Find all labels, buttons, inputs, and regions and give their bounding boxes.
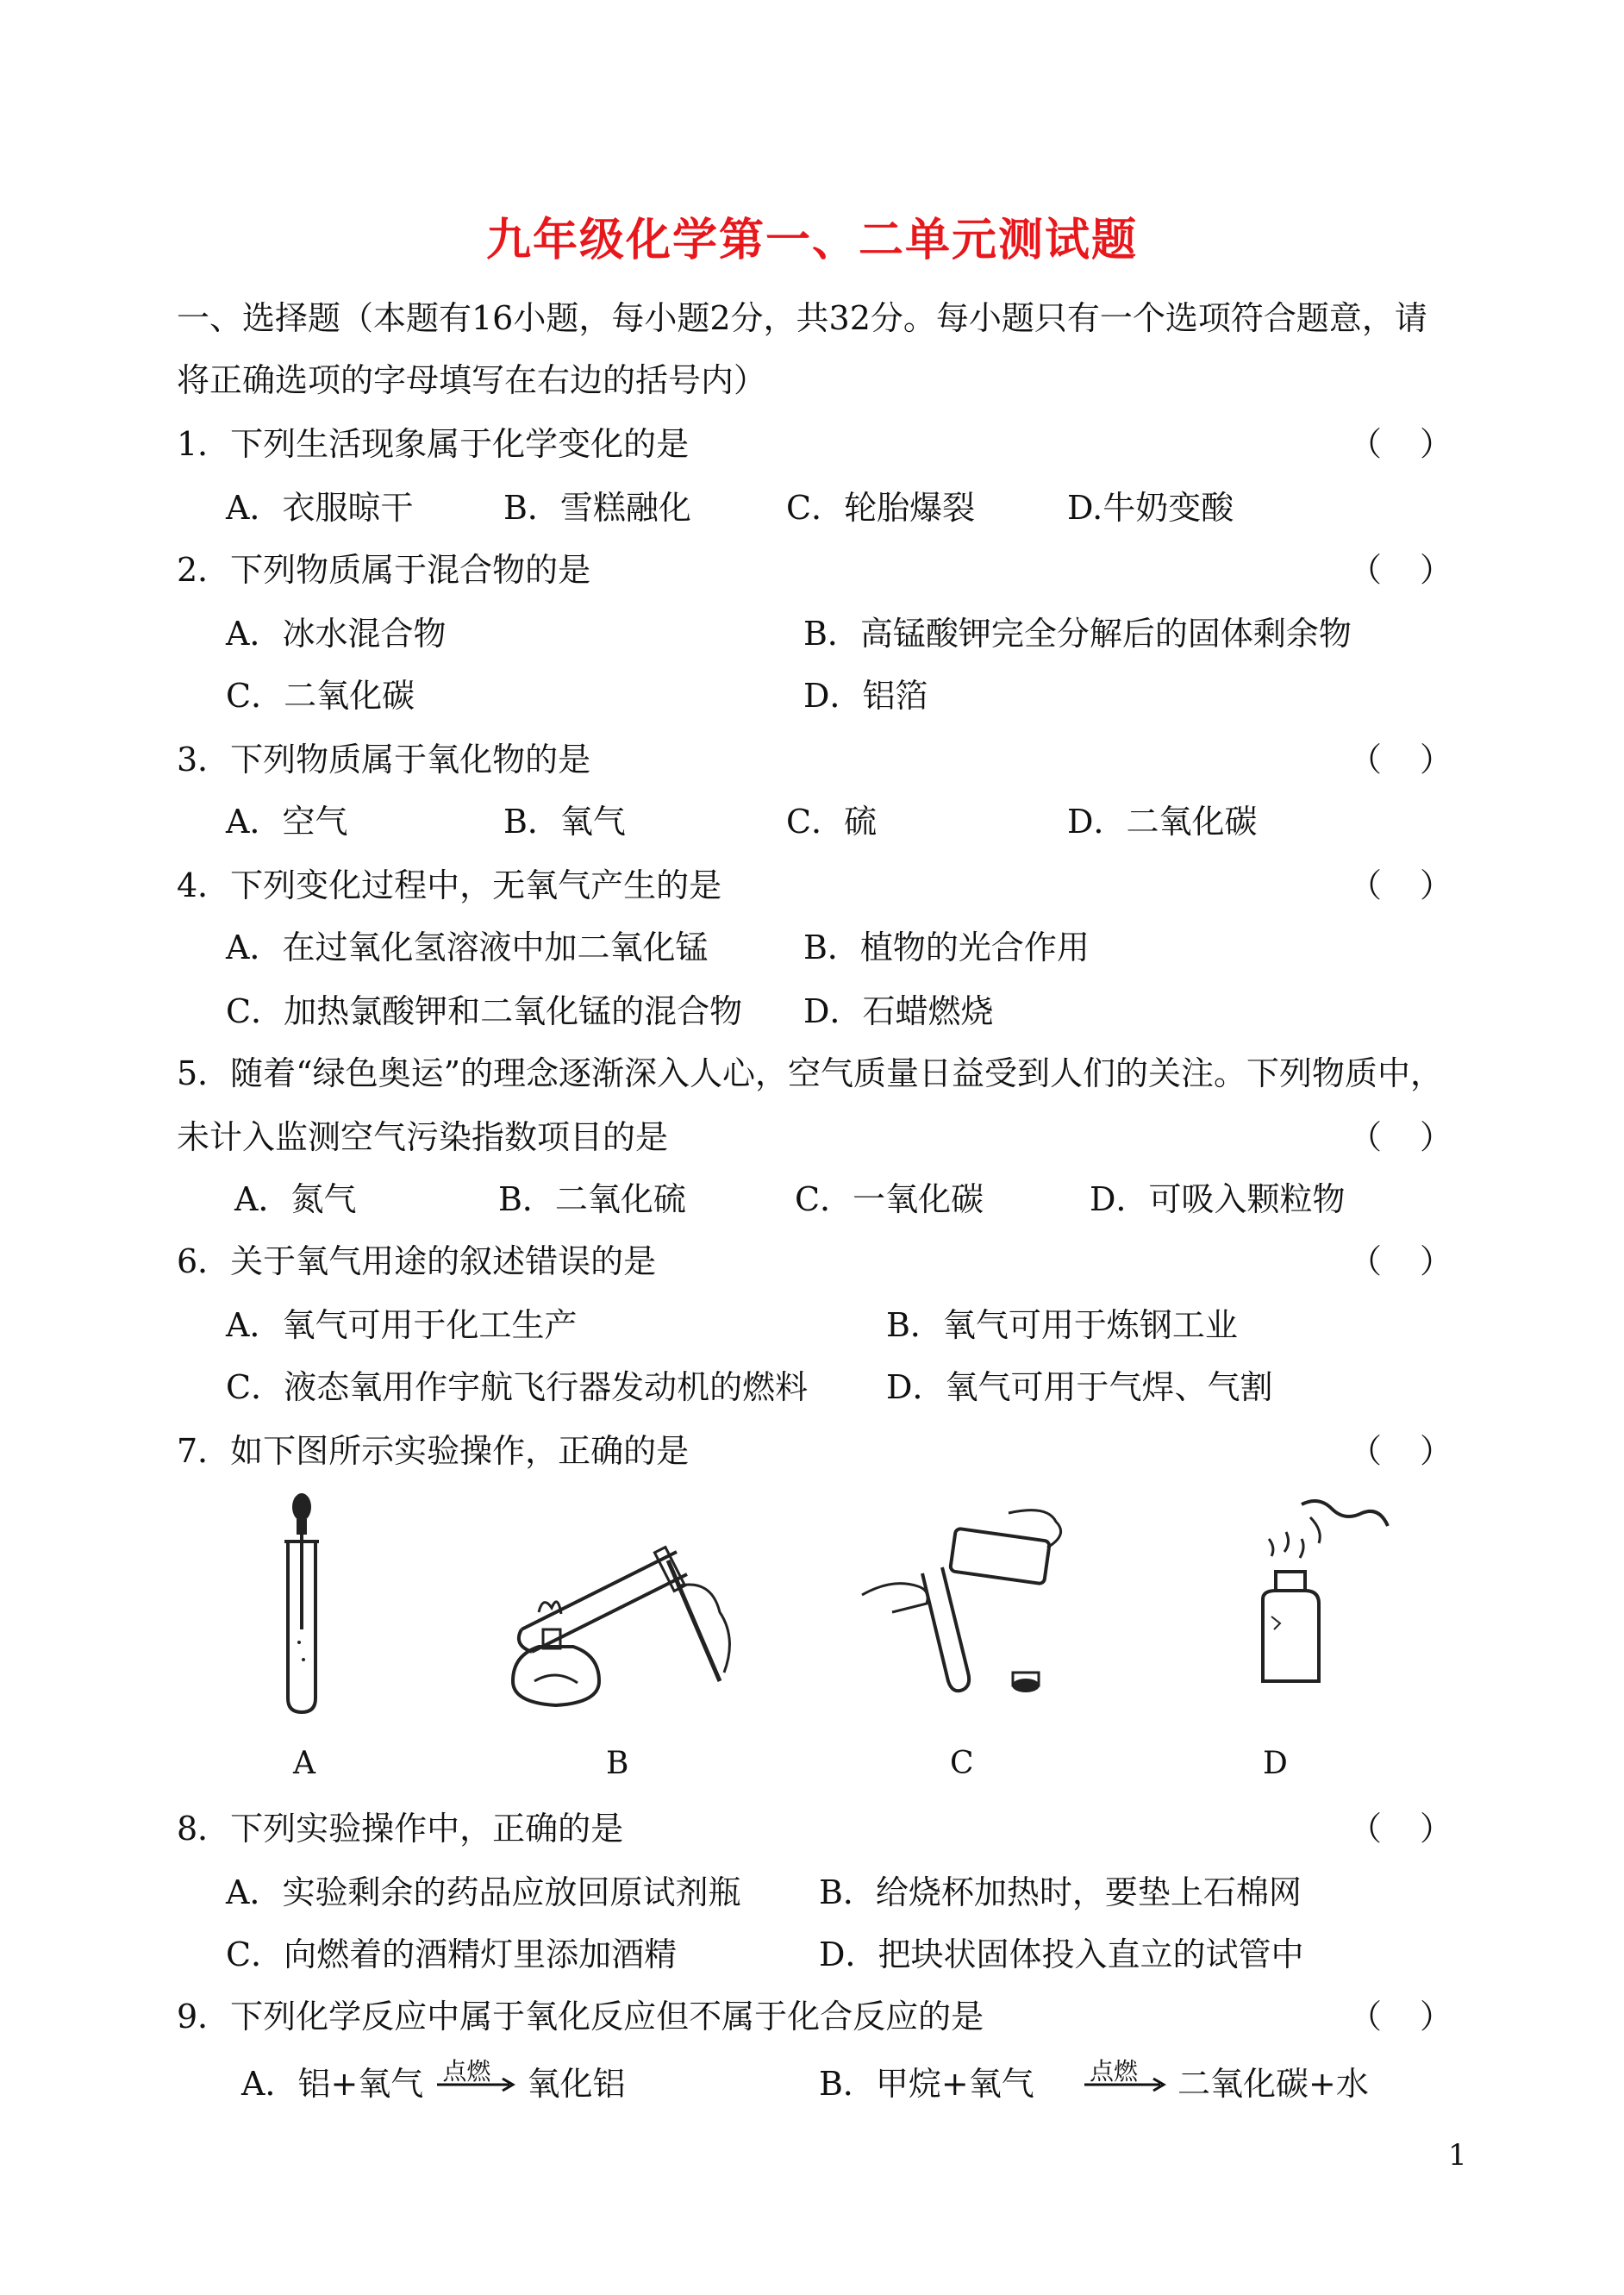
q3-option-c: C．硫 (786, 803, 878, 841)
answer-blank-6[interactable]: （ ） (1349, 1242, 1452, 1280)
page-number: 1 (1448, 2138, 1467, 2173)
answer-blank-9[interactable]: （ ） (1349, 1998, 1452, 2035)
q5-option-d: D．可吸入颗粒物 (1090, 1180, 1346, 1218)
q8-option-a: A．实验剩余的药品应放回原试剂瓶 (226, 1873, 741, 1911)
question-6-stem: 6．关于氧气用途的叙述错误的是 (177, 1242, 657, 1280)
q2-option-d: D．铝箔 (803, 677, 928, 715)
q3-option-a: A．空气 (226, 803, 348, 841)
q6-option-a: A．氧气可用于化工生产 (226, 1306, 578, 1344)
q2-option-a: A．冰水混合物 (226, 615, 447, 653)
q5-option-c: C．一氧化碳 (795, 1180, 984, 1218)
figure-b-heating-tube (504, 1500, 746, 1716)
question-5-stem-line2: 未计入监测空气污染指数项目的是 (177, 1118, 669, 1156)
q1-option-b: B．雪糕融化 (503, 489, 691, 527)
q2-option-c: C．二氧化碳 (226, 677, 415, 715)
section-heading-line2: 将正确选项的字母填写在右边的括号内） (177, 361, 767, 399)
figure-label-b: B (606, 1746, 629, 1781)
q9-option-a (241, 2057, 626, 2105)
q4-option-b: B．植物的光合作用 (803, 929, 1090, 966)
question-4-stem: 4．下列变化过程中，无氧气产生的是 (177, 866, 722, 904)
figure-label-a: A (293, 1746, 315, 1781)
q1-option-c: C．轮胎爆裂 (786, 489, 976, 527)
q8-option-c: C．向燃着的酒精灯里添加酒精 (226, 1935, 678, 1973)
q9-option-a-reactants: A．铝+氧气 (241, 2065, 424, 2103)
answer-blank-7[interactable]: （ ） (1349, 1432, 1452, 1470)
section-heading-line1: 一、选择题（本题有16小题，每小题2分，共32分。每小题只有一个选项符合题意，请 (177, 299, 1427, 337)
q9-option-b-reactants: B．甲烷+氧气 (819, 2065, 1034, 2103)
answer-blank-1[interactable]: （ ） (1349, 425, 1452, 463)
q6-option-d: D．氧气可用于气焊、气割 (886, 1368, 1273, 1406)
q4-option-a: A．在过氧化氢溶液中加二氧化锰 (226, 929, 709, 966)
figure-label-d: D (1263, 1746, 1288, 1781)
reaction-arrow-icon (1081, 2057, 1167, 2105)
q9-option-a-product: 氧化铝 (527, 2065, 626, 2103)
q4-option-d: D．石蜡燃烧 (803, 992, 994, 1030)
answer-blank-2[interactable]: （ ） (1349, 551, 1452, 589)
answer-blank-5[interactable]: （ ） (1349, 1118, 1452, 1156)
answer-blank-8[interactable]: （ ） (1349, 1810, 1452, 1848)
figure-a-dropper-in-tube (276, 1491, 328, 1716)
answer-blank-3[interactable]: （ ） (1349, 741, 1452, 779)
question-7-stem: 7．如下图所示实验操作，正确的是 (177, 1432, 690, 1470)
q3-option-d: D．二氧化碳 (1067, 803, 1258, 841)
q2-option-b: B．高锰酸钾完全分解后的固体剩余物 (803, 615, 1352, 653)
question-9-stem: 9．下列化学反应中属于氧化反应但不属于化合反应的是 (177, 1998, 984, 2035)
question-3-stem: 3．下列物质属于氧化物的是 (177, 741, 591, 779)
q5-option-b: B．二氧化硫 (498, 1180, 686, 1218)
figure-c-pouring-liquid (858, 1500, 1082, 1707)
question-1-stem: 1．下列生活现象属于化学变化的是 (177, 425, 690, 463)
q9-option-b (819, 2057, 1369, 2105)
q3-option-b: B．氧气 (503, 803, 626, 841)
reaction-condition: 点燃 (1089, 2057, 1138, 2086)
question-5-stem-line1: 5．随着“绿色奥运”的理念逐渐深入人心，空气质量日益受到人们的关注。下列物质中， (177, 1054, 1444, 1092)
figure-label-c: C (950, 1746, 974, 1781)
q9-option-b-product: 二氧化碳+水 (1177, 2065, 1369, 2103)
page-title: 九年级化学第一、二单元测试题 (485, 214, 1138, 266)
question-2-stem: 2．下列物质属于混合物的是 (177, 551, 591, 589)
question-8-stem: 8．下列实验操作中，正确的是 (177, 1810, 624, 1848)
reaction-condition: 点燃 (442, 2057, 491, 2086)
figure-d-wafting-gas (1250, 1496, 1405, 1694)
reaction-arrow-icon (434, 2057, 516, 2105)
q8-option-d: D．把块状固体投入直立的试管中 (819, 1935, 1304, 1973)
q6-option-b: B．氧气可用于炼钢工业 (886, 1306, 1238, 1344)
q1-option-a: A．衣服晾干 (226, 489, 414, 527)
q1-option-d: D.牛奶变酸 (1067, 489, 1234, 527)
q6-option-c: C．液态氧用作宇航飞行器发动机的燃料 (226, 1368, 809, 1406)
q5-option-a: A．氮气 (234, 1180, 357, 1218)
q4-option-c: C．加热氯酸钾和二氧化锰的混合物 (226, 992, 743, 1030)
answer-blank-4[interactable]: （ ） (1349, 866, 1452, 904)
q8-option-b: B．给烧杯加热时，要垫上石棉网 (819, 1873, 1302, 1911)
